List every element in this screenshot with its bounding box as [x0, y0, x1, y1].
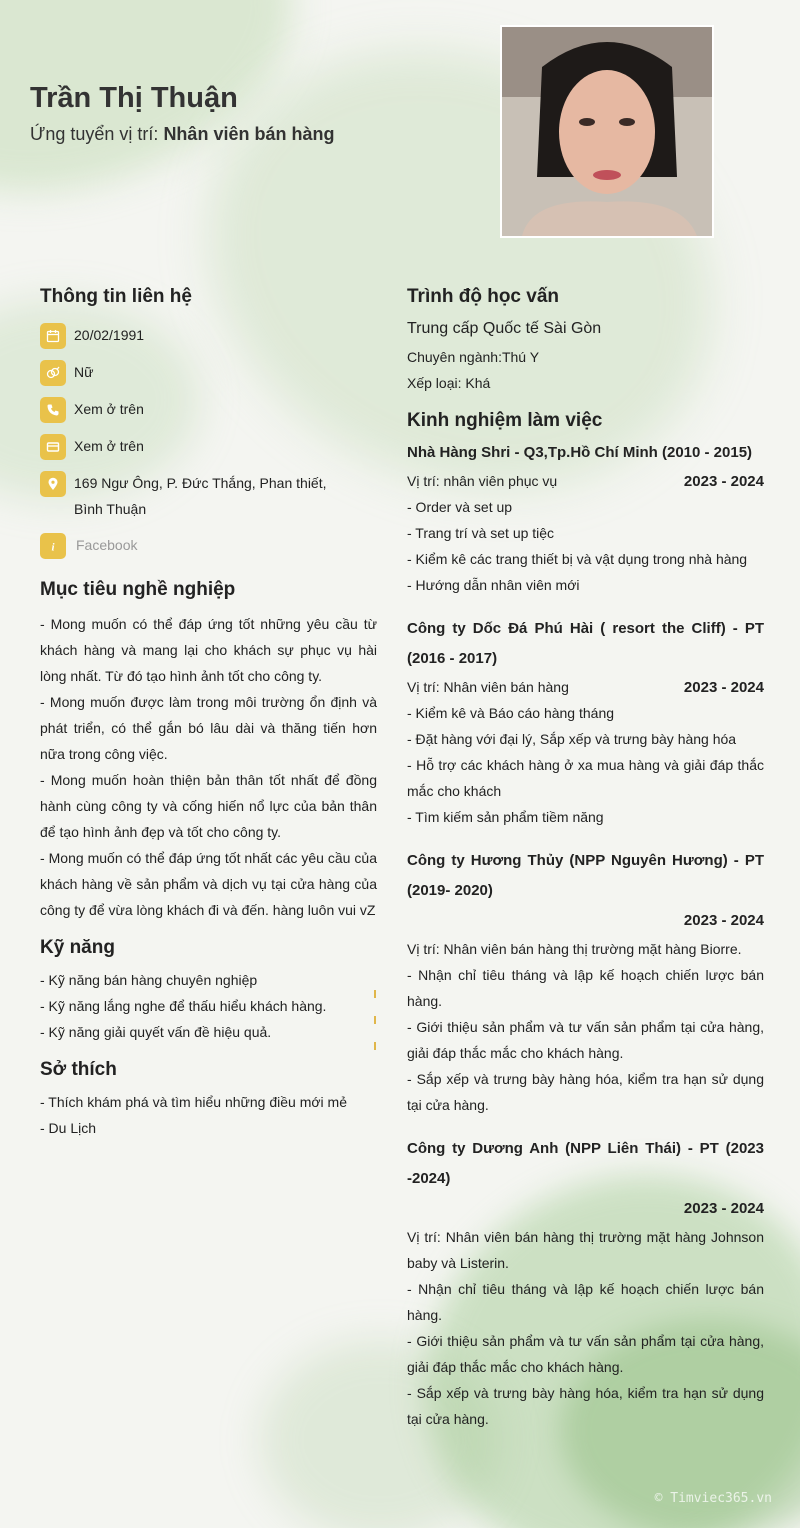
- job-task: - Kiểm kê và Báo cáo hàng tháng: [407, 705, 615, 721]
- job-entry: [407, 1134, 764, 1432]
- job-task: - Order và set up: [407, 499, 513, 515]
- location-icon: [40, 471, 66, 497]
- job-period: 2023 - 2024: [683, 473, 764, 490]
- position-value: Nhân viên bán hàng: [163, 124, 335, 144]
- phone-icon: [40, 397, 66, 423]
- job-company: Công ty Dốc Đá Phú Hài ( resort the Cliff) - PT (2016 - 2017): [407, 620, 764, 667]
- job-task: - Sắp xếp và trưng bày hàng hóa, kiểm tra hạn sử dụng tại cửa hàng.: [407, 1385, 764, 1427]
- contact-address: [40, 470, 377, 522]
- job-period: 2023 - 2024: [683, 679, 764, 696]
- position-label: Ứng tuyển vị trí:: [30, 124, 164, 144]
- email-icon: [40, 434, 66, 460]
- job-task: - Tìm kiếm sản phẩm tiềm năng: [407, 809, 604, 825]
- job-entry: [407, 846, 764, 1118]
- job-task: - Giới thiệu sản phẩm và tư vấn sản phẩm tại cửa hàng, giải đáp thắc mắc cho khách hàng.: [407, 1333, 764, 1375]
- facebook-link[interactable]: Facebook: [76, 537, 138, 553]
- job-task: - Nhận chỉ tiêu tháng và lập kế hoạch chiến lược bán hàng.: [407, 1281, 764, 1323]
- phone-value: Xem ở trên: [74, 401, 144, 417]
- education-grade: Xếp loại: Khá: [407, 375, 491, 391]
- skill-level-marker: [374, 1016, 376, 1024]
- objective-paragraph-3: - Mong muốn hoàn thiện bản thân tốt nhất để đồng hành cùng công ty và cống hiến nổ lực của bản thân để tạo hình ảnh đẹp và tốt cho công ty.: [40, 772, 377, 840]
- contact-title: Thông tin liên hệ: [40, 286, 192, 307]
- hobbies-title: Sở thích: [40, 1059, 117, 1080]
- calendar-icon: [40, 323, 66, 349]
- gender-value: Nữ: [74, 364, 94, 380]
- info-icon: [40, 533, 66, 559]
- candidate-name: Trần Thị Thuận: [30, 82, 238, 114]
- contact-facebook: [40, 532, 377, 559]
- address-line-1: 169 Ngư Ông, P. Đức Thắng, Phan thiết,: [74, 475, 327, 491]
- education-major: Chuyên ngành:Thú Y: [407, 349, 540, 365]
- job-company: Nhà Hàng Shri - Q3,Tp.Hồ Chí Minh (2010 - 2015): [407, 444, 753, 461]
- skills-title: Kỹ năng: [40, 937, 115, 958]
- job-company: Công ty Hương Thủy (NPP Nguyên Hương) - PT (2019- 2020): [407, 852, 764, 899]
- birthday-value: 20/02/1991: [74, 327, 145, 343]
- job-task: - Đặt hàng với đại lý, Sắp xếp và trưng bày hàng hóa: [407, 731, 737, 747]
- applying-position: [30, 124, 334, 145]
- objective-paragraph-4: - Mong muốn có thể đáp ứng tốt nhất các yêu cầu của khách hàng về sản phẩm và dịch vụ tại cửa hàng của công ty để vừa lòng khách đi và đến. hàng luôn vui vZ: [40, 850, 377, 918]
- job-task: - Kiểm kê các trang thiết bị và vật dụng trong nhà hàng: [407, 551, 748, 567]
- education-school: Trung cấp Quốc tế Sài Gòn: [407, 320, 602, 337]
- skill-item: - Kỹ năng lắng nghe để thấu hiểu khách hàng.: [40, 998, 327, 1014]
- job-role: Vị trí: nhân viên phục vụ: [407, 473, 558, 489]
- job-task: - Nhận chỉ tiêu tháng và lập kế hoạch chiến lược bán hàng.: [407, 967, 764, 1009]
- job-company: Công ty Dương Anh (NPP Liên Thái) - PT (2023 -2024): [407, 1140, 764, 1187]
- job-task: - Giới thiệu sản phẩm và tư vấn sản phẩm tại cửa hàng, giải đáp thắc mắc cho khách hàng.: [407, 1019, 764, 1061]
- hobby-item: - Du Lịch: [40, 1120, 97, 1136]
- objective-title: Mục tiêu nghề nghiệp: [40, 579, 236, 600]
- gender-icon: [40, 360, 66, 386]
- job-task: - Trang trí và set up tiệc: [407, 525, 555, 541]
- svg-text:i: i: [51, 541, 55, 553]
- profile-photo: [500, 25, 714, 238]
- skill-level-marker: [374, 990, 376, 998]
- hobby-item: - Thích khám phá và tìm hiểu những điều mới mẻ: [40, 1094, 347, 1110]
- job-task: - Hỗ trợ các khách hàng ở xa mua hàng và giải đáp thắc mắc cho khách: [407, 757, 764, 799]
- skill-level-marker: [374, 1042, 376, 1050]
- contact-email: [40, 433, 377, 460]
- experience-title: Kinh nghiệm làm việc: [407, 410, 603, 431]
- job-role: Vị trí: Nhân viên bán hàng thị trường mặt hàng Johnson baby và Listerin.: [407, 1229, 764, 1271]
- address-line-2: Bình Thuận: [74, 501, 147, 517]
- skill-item: - Kỹ năng bán hàng chuyên nghiệp: [40, 972, 258, 988]
- job-entry: [407, 614, 764, 830]
- job-task: - Sắp xếp và trưng bày hàng hóa, kiểm tra hạn sử dụng tại cửa hàng.: [407, 1071, 764, 1113]
- job-entry: [407, 438, 764, 598]
- job-role: Vị trí: Nhân viên bán hàng thị trường mặt hàng Biorre.: [407, 941, 742, 957]
- objective-paragraph-1: - Mong muốn có thể đáp ứng tốt những yêu cầu từ khách hàng và mang lại cho khách sự phục vụ hài lòng nhất. Từ đó tạo hình ảnh tốt cho công ty.: [40, 616, 377, 684]
- contact-phone: [40, 396, 377, 423]
- job-role: Vị trí: Nhân viên bán hàng: [407, 679, 569, 695]
- job-task: - Hướng dẫn nhân viên mới: [407, 577, 580, 593]
- contact-gender: [40, 359, 377, 386]
- skill-item: - Kỹ năng giải quyết vấn đề hiệu quả.: [40, 1024, 272, 1040]
- education-title: Trình độ học vấn: [407, 286, 560, 307]
- contact-birthday: [40, 322, 377, 349]
- job-period: 2023 - 2024: [683, 912, 764, 929]
- watermark: © Timviec365.vn: [654, 1491, 772, 1506]
- job-period: 2023 - 2024: [683, 1200, 764, 1217]
- email-value: Xem ở trên: [74, 438, 144, 454]
- objective-paragraph-2: - Mong muốn được làm trong môi trường ổn định và phát triển, có thể gắn bó lâu dài và thăng tiến hơn nữa trong công việc.: [40, 694, 377, 762]
